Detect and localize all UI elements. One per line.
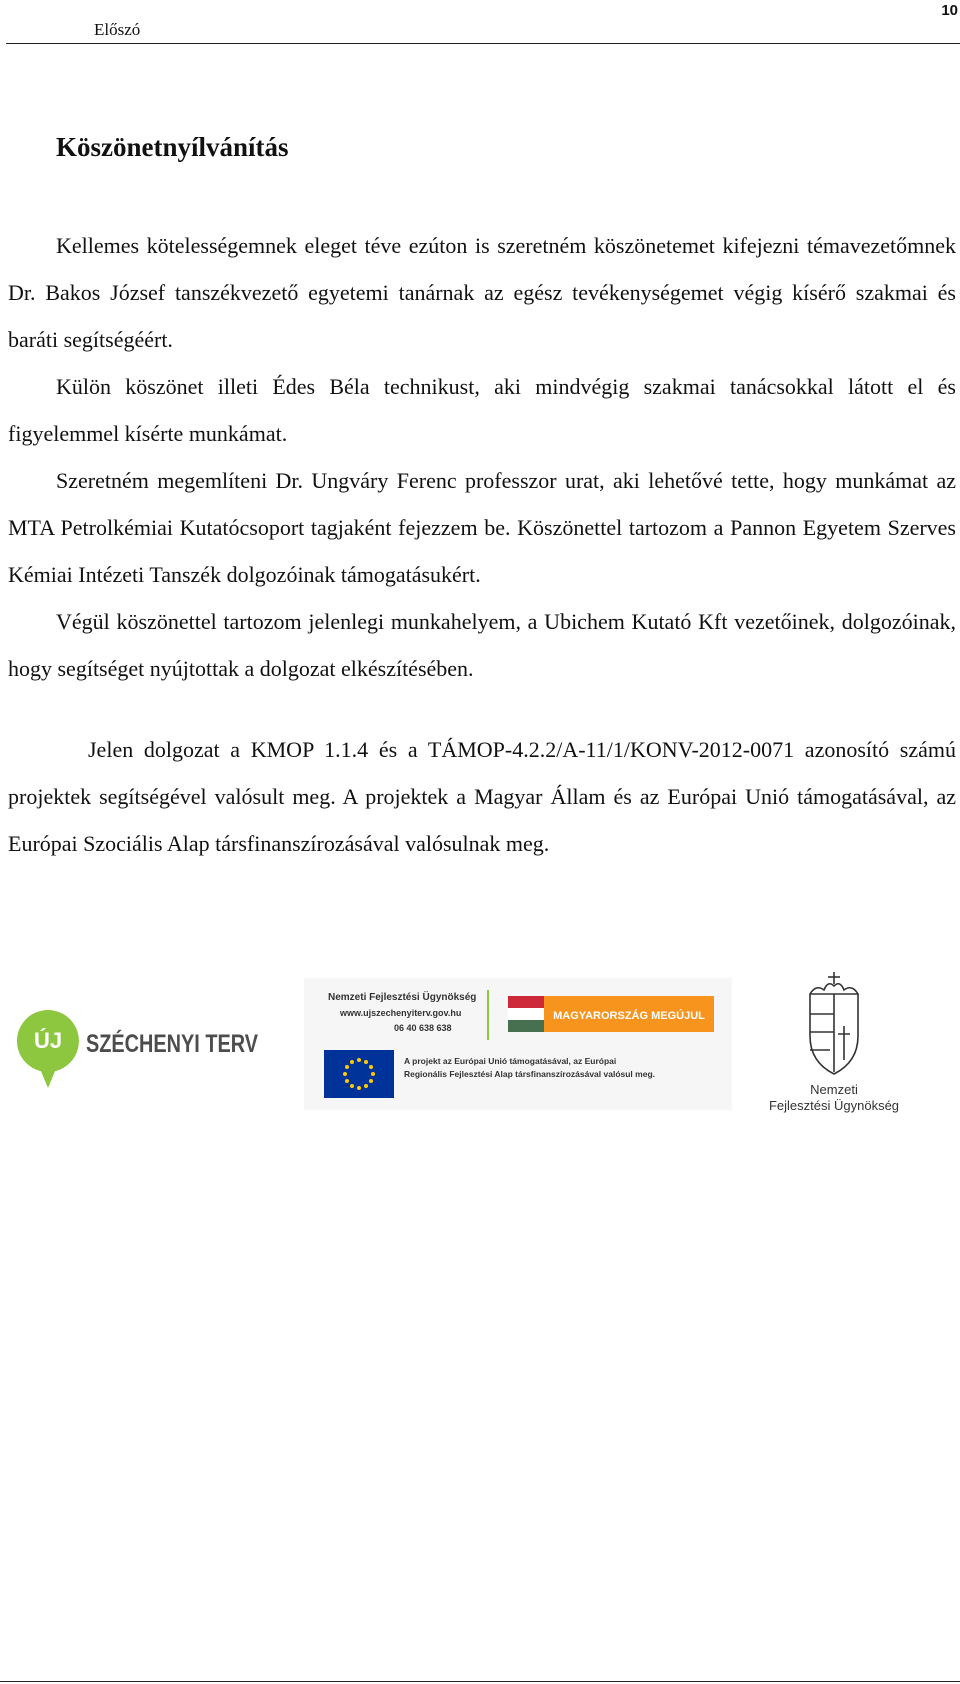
website-text: www.ujszechenyiterv.gov.hu — [340, 1008, 462, 1018]
paragraph-technician: Külön köszönet illeti Édes Béla technikust, aki mindvégig szakmai tanácsokkal látott el és figyelemmel kísérte munkámat. — [8, 374, 956, 446]
running-title: Előszó — [94, 20, 141, 39]
nfu-emblem-logo — [758, 970, 910, 1118]
section-title: Köszönetnyílvánítás — [56, 132, 289, 162]
paragraph-research-group: Szeretném megemlíteni Dr. Ungváry Ferenc professzor urat, aki lehetővé tette, hogy munkámat az MTA Petrolkémiai Kutatócsoport tagjaként fejezzem be. Köszönettel tartozom a Pannon Egyetem Szerves Kémiai Intézeti Tanszék dolgozóinak támogatásukért. — [8, 468, 956, 587]
paragraph-workplace: Végül köszönettel tartozom jelenlegi munkahelyem, a Ubichem Kutató Kft vezetőinek, dolgozóinak, hogy segítséget nyújtottak a dolgozat elkészítésében. — [8, 609, 956, 681]
emblem-line-2: Fejlesztési Ügynökség — [768, 1098, 900, 1113]
map-pin-tail — [38, 1064, 58, 1088]
funding-banner — [304, 978, 732, 1110]
header-rule — [6, 43, 960, 44]
body-text — [8, 222, 956, 867]
coat-of-arms-icon — [810, 972, 858, 1074]
emblem-line-1: Nemzeti — [810, 1082, 858, 1097]
flag-green-stripe — [508, 1020, 544, 1032]
slogan-text: MAGYARORSZÁG MEGÚJUL — [553, 1010, 705, 1022]
szechenyi-terv-text: SZÉCHENYI TERV — [86, 1030, 303, 1058]
eu-funding-line-2: Regionális Fejlesztési Alap társfinanszírozásával valósul meg. — [404, 1069, 655, 1079]
eu-flag-icon — [324, 1050, 394, 1098]
flag-white-stripe — [508, 1008, 544, 1020]
footer-rule — [0, 1681, 960, 1682]
new-badge-text: ÚJ — [33, 1028, 63, 1053]
running-header — [0, 0, 960, 44]
szechenyi-terv-logo — [12, 1006, 303, 1090]
agency-name-text: Nemzeti Fejlesztési Ügynökség — [328, 992, 477, 1003]
eu-funding-line-1: A projekt az Európai Unió támogatásával, az Európai — [404, 1056, 617, 1066]
paragraph-supervisor: Kellemes kötelességemnek eleget téve ezúton is szeretném köszönetemet kifejezni témavezetőmnek Dr. Bakos József tanszékvezető egyetemi tanárnak az egész tevékenységemet végig kísérő szakmai és baráti segítségéért. — [8, 233, 956, 352]
phone-text: 06 40 638 638 — [394, 1023, 452, 1033]
page-number: 10 — [941, 2, 958, 19]
paragraph-funding: Jelen dolgozat a KMOP 1.1.4 és a TÁMOP-4.2.2/A-11/1/KONV-2012-0071 azonosító számú projektek segítségével valósult meg. A projektek a Magyar Állam és az Európai Unió támogatásával, az Európai Szociális Alap társfinanszírozásával valósulnak meg. — [8, 737, 956, 856]
flag-red-stripe — [508, 996, 544, 1008]
